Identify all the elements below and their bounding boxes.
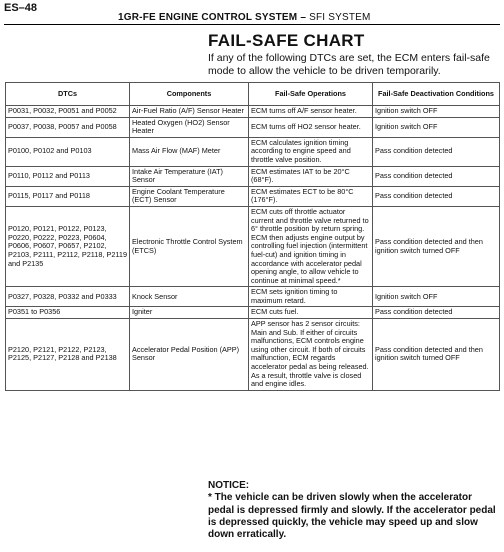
intro-text: If any of the following DTCs are set, the ECM enters fail-safe mode to allow the vehicle to be driven temporarily.: [208, 52, 490, 77]
notice-text: * The vehicle can be driven slowly when the accelerator pedal is depressed firmly and slowly. If the accelerator pedal is depressed quickly, the vehicle may speed up and slow down erratically.: [208, 492, 496, 541]
cell-component: Intake Air Temperature (IAT) Sensor: [130, 166, 249, 186]
column-header-operations: Fail-Safe Operations: [249, 83, 373, 106]
cell-component: Mass Air Flow (MAF) Meter: [130, 137, 249, 166]
table-row: [6, 166, 500, 186]
cell-dtcs: P0351 to P0356: [6, 307, 130, 319]
cell-operation: ECM turns off HO2 sensor heater.: [249, 117, 373, 137]
cell-deactivation: Ignition switch OFF: [373, 287, 500, 307]
cell-component: Heated Oxygen (HO2) Sensor Heater: [130, 117, 249, 137]
header-text: [118, 12, 371, 23]
cell-deactivation: Pass condition detected and then ignition switch turned OFF: [373, 319, 500, 391]
cell-dtcs: P2120, P2121, P2122, P2123, P2125, P2127, P2128 and P2138: [6, 319, 130, 391]
cell-operation: ECM estimates ECT to be 80°C (176°F).: [249, 186, 373, 206]
cell-deactivation: Pass condition detected and then ignition switch turned OFF: [373, 206, 500, 286]
cell-operation: ECM estimates IAT to be 20°C (68°F).: [249, 166, 373, 186]
cell-dtcs: P0115, P0117 and P0118: [6, 186, 130, 206]
table-row: [6, 307, 500, 319]
table-row: [6, 117, 500, 137]
cell-deactivation: Pass condition detected: [373, 137, 500, 166]
cell-deactivation: Pass condition detected: [373, 186, 500, 206]
notice-block: [208, 480, 500, 541]
table-row: [6, 186, 500, 206]
header-separator: –: [300, 12, 307, 23]
table-row: [6, 137, 500, 166]
subsystem-title: SFI SYSTEM: [309, 12, 371, 23]
cell-dtcs: P0110, P0112 and P0113: [6, 166, 130, 186]
fail-safe-table: [5, 82, 500, 391]
cell-deactivation: Ignition switch OFF: [373, 117, 500, 137]
cell-operation: APP sensor has 2 sensor circuits: Main and Sub. If either of circuits malfunctions, ECM controls engine using other circuit. If both of circuits malfunction, ECM regards accelerator pedal as being released. As a result, throttle valve is closed and engine idles.: [249, 319, 373, 391]
page-title: FAIL-SAFE CHART: [208, 31, 365, 50]
cell-deactivation: Pass condition detected: [373, 307, 500, 319]
column-header-dtcs: DTCs: [6, 83, 130, 106]
column-header-deactivation: Fail-Safe Deactivation Conditions: [373, 83, 500, 106]
cell-operation: ECM cuts fuel.: [249, 307, 373, 319]
cell-dtcs: P0037, P0038, P0057 and P0058: [6, 117, 130, 137]
cell-deactivation: Ignition switch OFF: [373, 106, 500, 118]
cell-component: Igniter: [130, 307, 249, 319]
cell-component: Electronic Throttle Control System (ETCS): [130, 206, 249, 286]
section-header: [4, 12, 500, 25]
cell-component: Engine Coolant Temperature (ECT) Sensor: [130, 186, 249, 206]
system-title: 1GR-FE ENGINE CONTROL SYSTEM: [118, 12, 298, 23]
table-row: [6, 106, 500, 118]
notice-heading: NOTICE:: [208, 480, 250, 491]
table-row: [6, 287, 500, 307]
table-header-row: [6, 83, 500, 106]
table-row: [6, 206, 500, 286]
column-header-components: Components: [130, 83, 249, 106]
cell-deactivation: Pass condition detected: [373, 166, 500, 186]
cell-dtcs: P0031, P0032, P0051 and P0052: [6, 106, 130, 118]
cell-operation: ECM turns off A/F sensor heater.: [249, 106, 373, 118]
cell-dtcs: P0327, P0328, P0332 and P0333: [6, 287, 130, 307]
page-id: ES–48: [4, 2, 38, 14]
cell-component: Knock Sensor: [130, 287, 249, 307]
cell-dtcs: P0120, P0121, P0122, P0123, P0220, P0222, P0223, P0604, P0606, P0607, P0657, P2102, P2103, P2111, P2112, P2118, P2119 and P2135: [6, 206, 130, 286]
cell-component: Accelerator Pedal Position (APP) Sensor: [130, 319, 249, 391]
table-row: [6, 319, 500, 391]
cell-component: Air-Fuel Ratio (A/F) Sensor Heater: [130, 106, 249, 118]
cell-operation: ECM cuts off throttle actuator current and throttle valve returned to 6° throttle position by return spring. ECM then adjusts engine output by controlling fuel injection (intermittent fuel-cut) and ignition timing in accordance with accelerator pedal opening angle, to allow vehicle to continue at minimal speed.*: [249, 206, 373, 286]
cell-operation: ECM calculates ignition timing according to engine speed and throttle valve position.: [249, 137, 373, 166]
cell-dtcs: P0100, P0102 and P0103: [6, 137, 130, 166]
cell-operation: ECM sets ignition timing to maximum retard.: [249, 287, 373, 307]
